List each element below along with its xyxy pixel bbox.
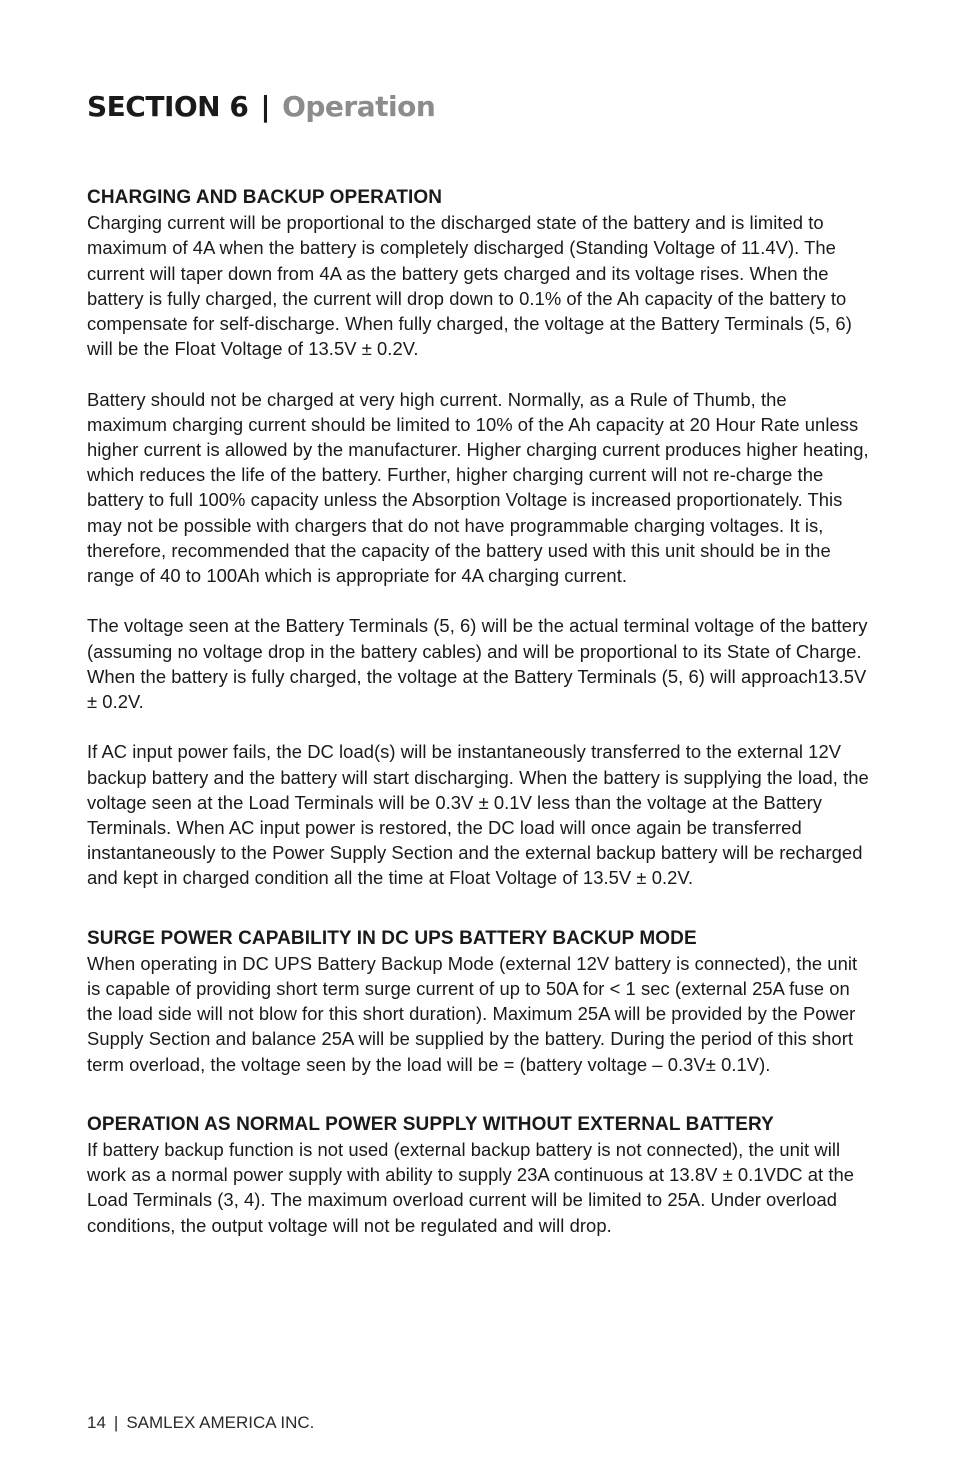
paragraph-surge-power: When operating in DC UPS Battery Backup Mode (external 12V battery is connected), the unit is capable of providing short term surge current of up to 50A for < 1 sec (external 25A fuse on the load side will not blow for this short duration). Maximum 25A will be provided by the Power Supply Section and balance 25A will be supplied by the battery. During the period of this short term overload, the voltage seen by the load will be = (battery voltage – 0.3V± 0.1V). <box>87 952 858 1075</box>
section-spacer <box>87 891 869 926</box>
page-content <box>87 185 869 1238</box>
section-title <box>87 88 435 126</box>
footer-company: SAMLEX AMERICA INC. <box>126 1413 315 1432</box>
paragraph-ac-failure: If AC input power fails, the DC load(s) will be instantaneously transferred to the external 12V backup battery and the battery will start discharging. When the battery is supplying the load, the voltage seen at the Load Terminals will be 0.3V ± 0.1V less than the voltage at the Battery Terminals. When AC input power is restored, the DC load will once again be transferred instantaneously to the Power Supply Section and the external backup battery will be recharged and kept in charged condition all the time at Float Voltage of 13.5V ± 0.2V. <box>87 741 869 889</box>
section-spacer <box>87 1077 869 1112</box>
page-footer <box>87 1413 314 1433</box>
paragraph-spacer <box>87 714 869 739</box>
heading-normal-power-supply: OPERATION AS NORMAL POWER SUPPLY WITHOUT EXTERNAL BATTERY <box>87 1113 774 1135</box>
section-name: Operation <box>282 90 436 123</box>
paragraph-terminal-voltage: The voltage seen at the Battery Terminals (5, 6) will be the actual terminal voltage of the battery (assuming no voltage drop in the battery cables) and will be proportional to its State of Charge. When the battery is fully charged, the voltage at the Battery Terminals (5, 6) will approach13.5V ± 0.2V. <box>87 615 868 713</box>
paragraph-charging-rate: Battery should not be charged at very high current. Normally, as a Rule of Thumb, the maximum charging current should be limited to 10% of the Ah capacity at 20 Hour Rate unless higher current is allowed by the manufacturer. Higher charging current produces higher heating, which reduces the life of the battery. Further, higher charging current will not re-charge the battery to full 100% capacity unless the Absorption Voltage is increased proportionately. This may not be possible with chargers that do not have programmable charging voltages. It is, therefore, recommended that the capacity of the battery used with this unit should be in the range of 40 to 100Ah which is appropriate for 4A charging current. <box>87 388 869 587</box>
paragraph-spacer <box>87 588 869 613</box>
heading-surge-power: SURGE POWER CAPABILITY IN DC UPS BATTERY BACKUP MODE <box>87 927 697 949</box>
section-label: SECTION 6 <box>87 90 249 123</box>
paragraph-spacer <box>87 361 869 386</box>
page-number: 14 <box>87 1413 106 1432</box>
heading-charging-backup: CHARGING AND BACKUP OPERATION <box>87 187 443 208</box>
paragraph-normal-power-supply: If battery backup function is not used (external backup battery is not connected), the unit will work as a normal power supply with ability to supply 23A continuous at 13.8V ± 0.1VDC at the Load Terminals (3, 4). The maximum overload current will be limited to 25A. Under overload conditions, the output voltage will not be regulated and will drop. <box>87 1139 855 1236</box>
footer-separator: | <box>113 1413 119 1432</box>
paragraph-charging-current: Charging current will be proportional to the discharged state of the battery and is limited to maximum of 4A when the battery is completely discharged (Standing Voltage of 11.4V). The current will taper down from 4A as the battery gets charged and its voltage rises. When the battery is fully charged, the current will drop down to 0.1% of the Ah capacity of the battery to compensate for self-discharge. When fully charged, the voltage at the Battery Terminals (5, 6) will be the Float Voltage of 13.5V ± 0.2V. <box>87 212 852 360</box>
section-title-separator: | <box>260 90 271 123</box>
